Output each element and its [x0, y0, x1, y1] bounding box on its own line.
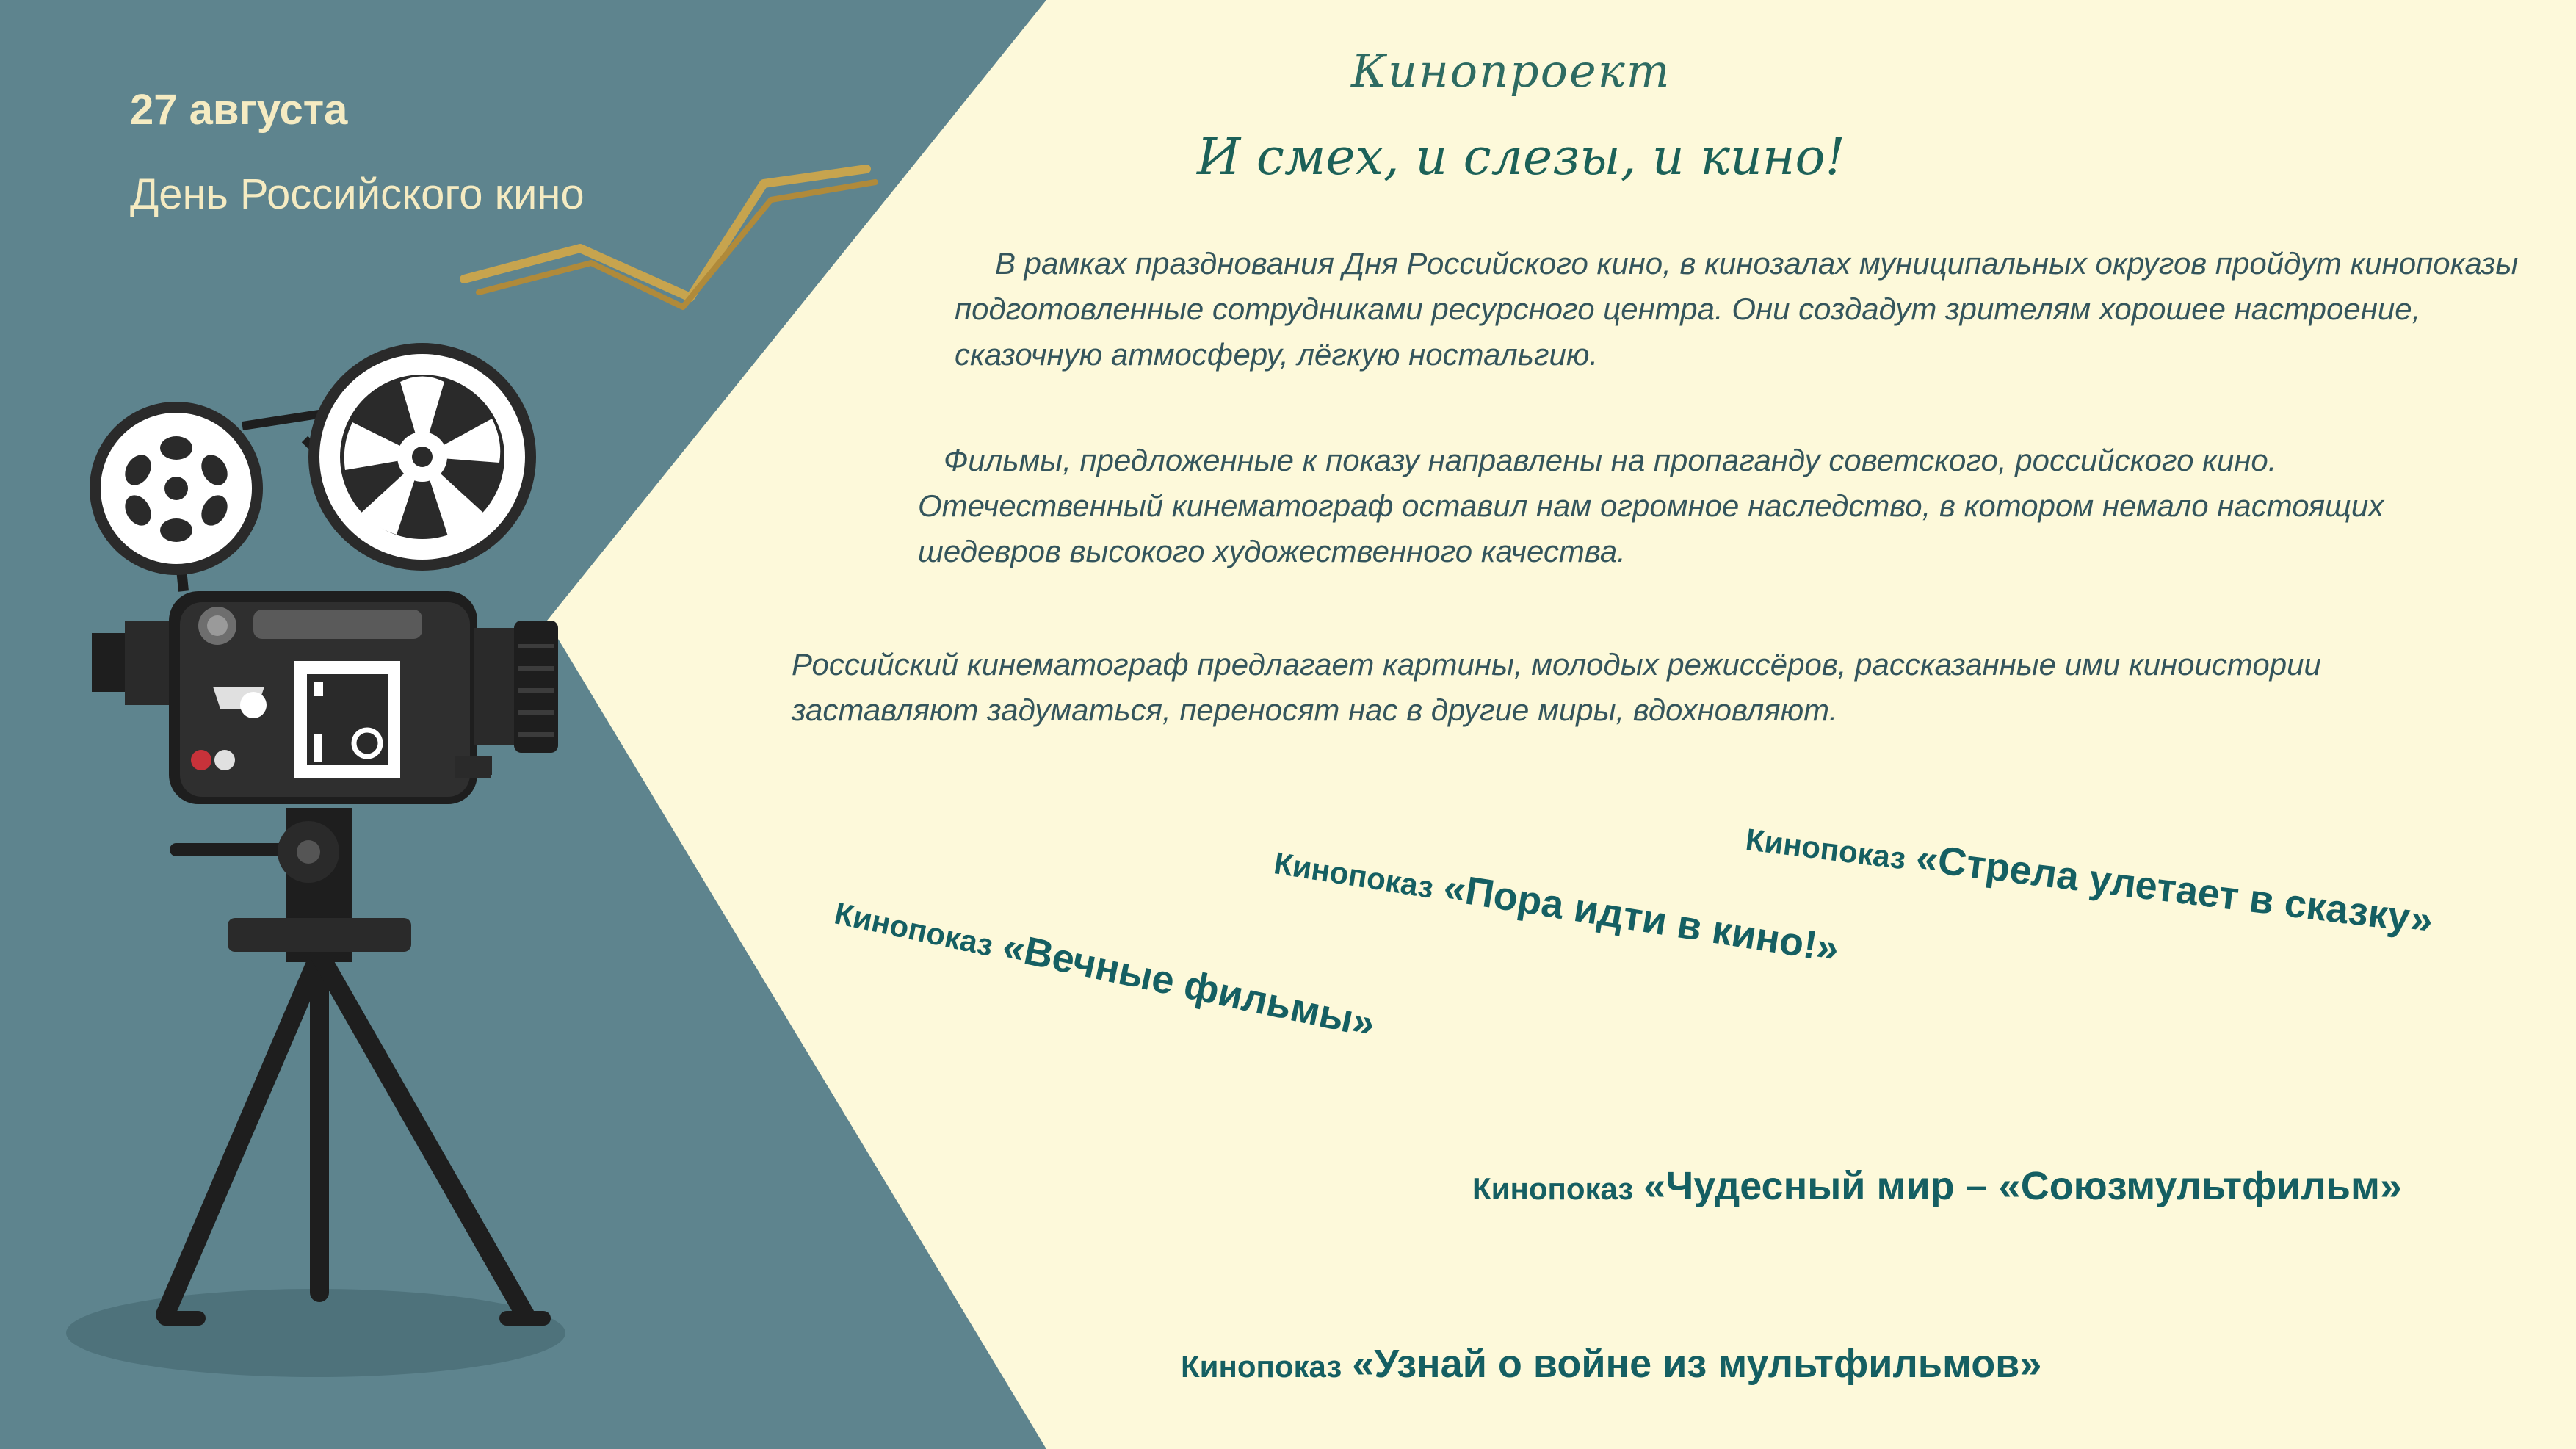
- film-reel-icon: [308, 343, 536, 571]
- cinema-paragraph: Российский кинематограф предлагает картины, молодых режиссёров, рассказанные ими киноистории заставляют задуматься, переносят нас в другие миры, вдохновляют.: [792, 647, 2321, 727]
- holiday-name: День Российского кино: [130, 170, 585, 218]
- intro-paragraph: В рамках празднования Дня Российского кино, в кинозалах муниципальных округов пройдут кинопоказы подготовленные сотрудниками ресурсного центра. Они создадут зрителям хорошее настроение, сказочную атмосферу, лёгкую ностальгию.: [955, 246, 2519, 372]
- screening-title: «Чудесный мир – «Союзмультфильм»: [1643, 1164, 2402, 1208]
- screening-uznai: [1181, 1341, 2041, 1387]
- event-date: 27 августа: [130, 86, 348, 134]
- screening-title: «Стрела улетает в сказку»: [1913, 835, 2436, 943]
- screening-title: «Вечные фильмы»: [998, 924, 1380, 1047]
- screening-prefix: Кинопоказ: [831, 895, 996, 964]
- screening-title: «Узнай о войне из мультфильмов»: [1352, 1342, 2042, 1386]
- screening-prefix: Кинопоказ: [1271, 845, 1436, 905]
- screening-prefix: Кинопоказ: [1181, 1349, 1342, 1384]
- screening-prefix: Кинопоказ: [1472, 1171, 1634, 1206]
- screening-chudesny: [1472, 1163, 2402, 1209]
- screening-title: «Пора идти в кино!»: [1440, 864, 1842, 972]
- films-paragraph: Фильмы, предложенные к показу направлены на пропаганду советского, российского кино. Отечественный кинематограф оставил нам огромное наследство, в котором немало настоящих шедевров высокого художественного качества.: [918, 443, 2384, 568]
- floor-shadow: [66, 1289, 565, 1377]
- film-reel-icon: [90, 402, 263, 575]
- screening-prefix: Кинопоказ: [1743, 822, 1909, 876]
- project-label: Кинопроект: [1351, 44, 1671, 98]
- project-slogan: И смех, и слезы, и кино!: [1197, 129, 1845, 187]
